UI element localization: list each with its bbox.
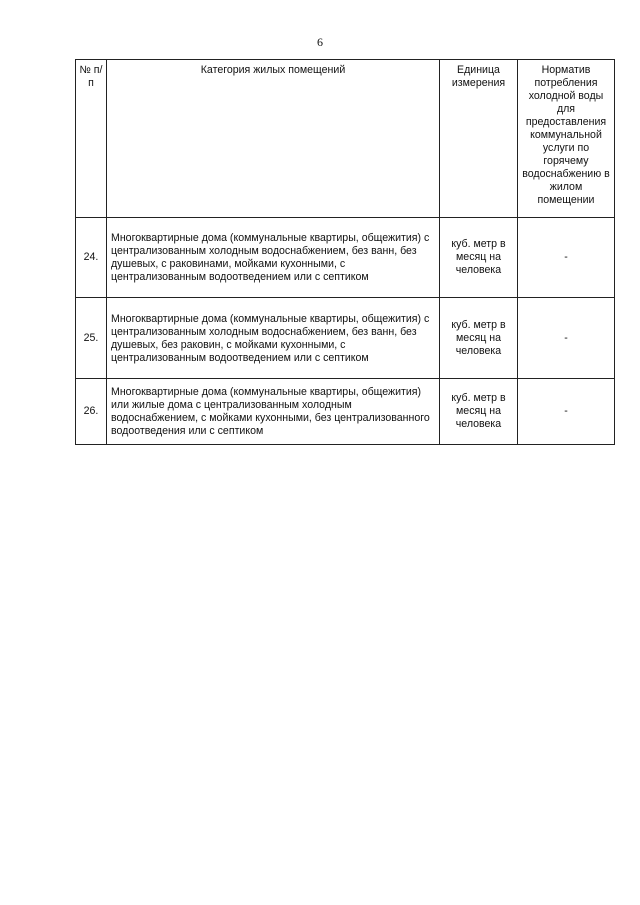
table-row (76, 218, 615, 298)
row-unit: куб. метр в месяц на человека (440, 218, 518, 298)
row-category: Многоквартирные дома (коммунальные квартиры, общежития) или жилые дома с централизованным холодным водоснабжением, с мойками кухонными, без централизованного водоотведения или с септиком (107, 379, 440, 445)
page-number: 6 (317, 35, 323, 49)
row-value: - (518, 379, 615, 445)
header-num: № п/п (76, 60, 107, 218)
row-category: Многоквартирные дома (коммунальные квартиры, общежития) с централизованным холодным водоснабжением, без ванн, без душевых, с раковинами, мойками кухонными, с централизованным водоотведением или с септиком (107, 218, 440, 298)
row-number: 26. (76, 379, 107, 445)
header-unit: Единица измерения (440, 60, 518, 218)
table-row (76, 298, 615, 379)
norms-table (75, 59, 615, 445)
row-unit: куб. метр в месяц на человека (440, 298, 518, 379)
header-category: Категория жилых помещений (107, 60, 440, 218)
row-value: - (518, 298, 615, 379)
table-row (76, 379, 615, 445)
row-number: 24. (76, 218, 107, 298)
row-category: Многоквартирные дома (коммунальные квартиры, общежития) с централизованным холодным водоснабжением, без ванн, без душевых, без раковин, с мойками кухонными, с централизованным водоотведением или с септиком (107, 298, 440, 379)
table-header-row (76, 60, 615, 218)
row-number: 25. (76, 298, 107, 379)
row-value: - (518, 218, 615, 298)
header-norm: Норматив потребления холодной воды для предоставления коммунальной услуги по горячему водоснабжению в жилом помещении (518, 60, 615, 218)
row-unit: куб. метр в месяц на человека (440, 379, 518, 445)
